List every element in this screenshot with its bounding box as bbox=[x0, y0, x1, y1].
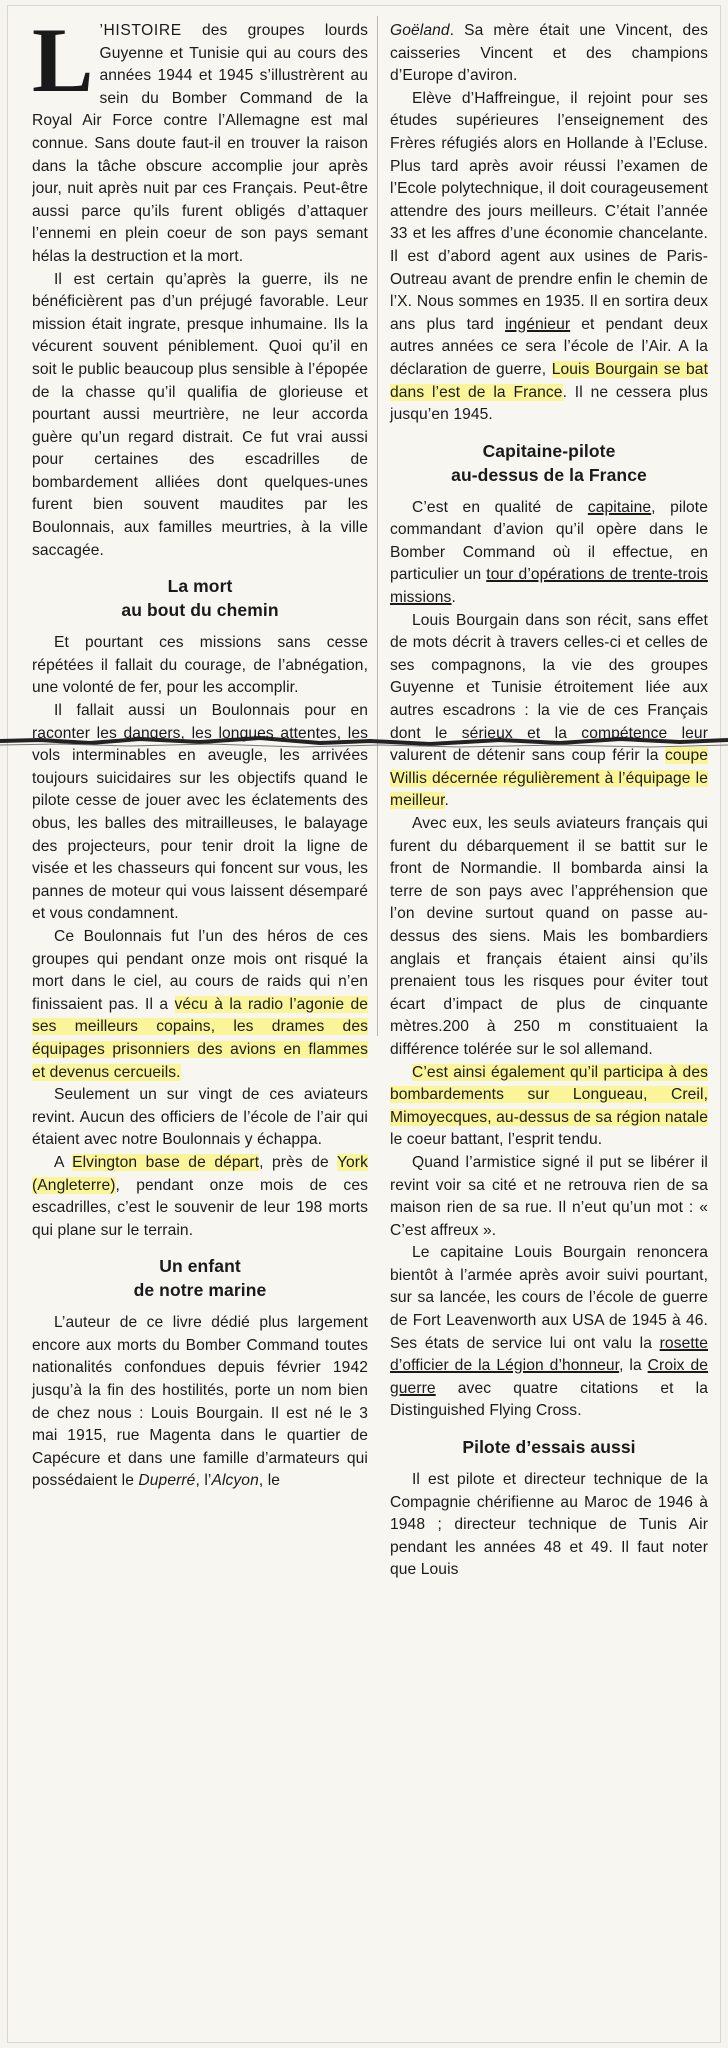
text-run: . bbox=[444, 792, 449, 810]
heading-line: au bout du chemin bbox=[121, 600, 279, 621]
highlighted-text: C’est ainsi également qu’il participa à des bombardements sur Longueau, Creil, Mimoyecques, au-dessus de sa région natale bbox=[390, 1063, 708, 1126]
heading-line: Pilote d’essais aussi bbox=[462, 1437, 636, 1458]
highlighted-text: Elvington base de départ bbox=[72, 1153, 260, 1171]
text-run: , l’ bbox=[195, 1472, 212, 1490]
text-run: Le capitaine Louis Bourgain renoncera bientôt à l’armée après avoir suivi pourtant, sur sa lancée, les cours de l’école de guerre de Fort Leavenworth aux USA de 1945 à 46. Ses états de service lui ont valu la bbox=[390, 1244, 708, 1352]
highlighted-text: York (Angleterre) bbox=[32, 1153, 368, 1194]
paragraph: Et pourtant ces missions sans cesse répétées il fallait du courage, de l’abnégation, une volonté de fer, pour les accomplir. bbox=[32, 634, 368, 697]
highlighted-text: coupe Willis décernée régulièrement à l’équipage le meilleur bbox=[390, 747, 708, 810]
paragraph: Seulement un sur vingt de ces aviateurs revint. Aucun des officiers de l’école de l’air qui étaient avec notre Boulonnais y échappa. bbox=[32, 1086, 368, 1149]
highlighted-text: vécu à la radio l’agonie de ses meilleurs copains, les drames des équipages prisonniers des avions en flammes et devenus cercueils. bbox=[32, 995, 368, 1081]
paragraph bbox=[390, 88, 708, 427]
right-column bbox=[390, 20, 708, 1582]
section-heading bbox=[390, 439, 708, 487]
text-run: Louis Bourgain dans son récit, sans effet de mots décrit à travers celles-ci et celles de ses compagnons, la vie des groupes Guyenne et Tunisie étroitement liée aux autres escadrons : la vie de ces Français dont le sérieux et la compétence leur valurent de détenir sans coup férir la bbox=[390, 611, 708, 765]
drop-cap: L bbox=[32, 20, 94, 111]
intro-paragraph bbox=[32, 20, 368, 269]
section-heading bbox=[32, 574, 368, 622]
section-heading bbox=[390, 1435, 708, 1459]
paragraph bbox=[390, 497, 708, 610]
underlined-text: ingénieur bbox=[505, 315, 571, 333]
paragraph bbox=[390, 1062, 708, 1152]
paragraph bbox=[390, 20, 708, 88]
text-run: L’auteur de ce livre dédié plus largement encore aux morts du Bomber Command toutes nationalités confondues depuis février 1942 jusqu’à la fin des hostilités, porte un nom bien de chez nous : Louis Bourgain. Il est né le 3 mai 1915, rue Magenta dans le quartier de Capécure et dans une famille d’armateurs qui possédaient le bbox=[32, 1314, 368, 1490]
paragraph bbox=[32, 926, 368, 1084]
paragraph: Il est certain qu’après la guerre, ils ne bénéficièrent pas d’un préjugé favorable. Leur mission était ingrate, presque inhumaine. Ils la vécurent souvent péniblement. Quoi qu’il en soit le public beaucoup plus sensible à l’épopée de la chasse qu’il qualifia de glorieuse et pourtant aussi meurtrière, ne leur accorda guère qu’un regard distrait. Ce fut vrai aussi pour certaines des escadrilles de bombardement alliées dont quelques-unes furent bien souvent maudites par les Boulonnais, aux familles meurtries, à la ville saccagée. bbox=[32, 270, 368, 559]
text-run: . Il ne cessera plus jusqu’en 1945. bbox=[390, 383, 708, 424]
heading-line: de notre marine bbox=[133, 1280, 267, 1301]
text-run: . bbox=[451, 589, 456, 607]
text-run: , le bbox=[258, 1472, 281, 1490]
text-run: Ce Boulonnais fut l’un des héros de ces groupes qui pendant onze mois ont risqué la mort dans le ciel, au cours de raids qui n’en finissaient pas. Il a bbox=[32, 927, 368, 1013]
text-run: A bbox=[54, 1153, 73, 1171]
text-run: Elève d’Haffreingue, il rejoint pour ses études supérieures l’enseignement des Frères réfugiés alors en Hollande à l’Ecluse. Plus tard après avoir réussi l’examen de l’Ecole polytechnique, il doit courageusement attendre des jours meilleurs. C’était l’année 33 et les affres d’une économie chancelante. Il est d’abord agent aux usines de Paris-Outreau avant de prendre enfin le chemin de l’X. Nous sommes en 1935. Il en sortira deux ans plus tard bbox=[390, 89, 708, 333]
column-divider bbox=[377, 16, 378, 1036]
underlined-text: tour d’opérations de trente-trois missions bbox=[390, 566, 708, 607]
paragraph: Quand l’armistice signé il put se libérer il revint voir sa cité et ne retrouva rien de sa maison rien de sa rue. Il n’eut qu’un mot : « C’est affreux ». bbox=[390, 1153, 708, 1239]
heading-line: La mort bbox=[167, 576, 233, 597]
paper-tear-line bbox=[0, 732, 728, 752]
paragraph bbox=[32, 1152, 368, 1242]
text-run: , pendant onze mois de ces escadrilles, c’est le souvenir de leur 198 morts qui plane sur le terrain. bbox=[32, 1176, 368, 1239]
paragraph: Il fallait aussi un Boulonnais pour en raconter les dangers, les longues attentes, les vols interminables en aveugle, les arrivées toujours suicidaires sur les objectifs quand le pilote cesse de jouer avec les éclatements des obus, les balles des mitrailleuses, le balayage des projecteurs, pour tenir droit la ligne de visée et les chasseurs qui foncent sur vous, les pannes de moteur qui vous laissent désemparé et vous condamnent. bbox=[32, 702, 368, 923]
text-run: , près de bbox=[259, 1153, 337, 1171]
underlined-text: rosette d’officier de la Légion d’honneur bbox=[390, 1334, 708, 1375]
ship-name: Alcyon bbox=[211, 1472, 259, 1490]
text-run: C’est en qualité de bbox=[412, 498, 588, 516]
ship-name: Goëland bbox=[390, 22, 450, 39]
heading-line: Un enfant bbox=[159, 1256, 241, 1277]
underlined-text: capitaine bbox=[587, 498, 652, 516]
paragraph: Il est pilote et directeur technique de la Compagnie chérifienne au Maroc de 1946 à 1948 ; directeur technique de Tunis Air pendant les années 48 et 49. Il faut noter que Louis bbox=[390, 1471, 708, 1579]
text-run: et pendant deux autres années ce sera l’école de l’Air. A la déclaration de guerre, bbox=[390, 315, 708, 378]
intro-word: ’HISTOIRE bbox=[99, 22, 182, 39]
text-run: , pilote commandant d’avion qu’il opère dans le Bomber Command où il effectue, en particulier un bbox=[390, 498, 708, 584]
text-run: , la bbox=[619, 1357, 648, 1375]
heading-line: au-dessus de la France bbox=[451, 464, 647, 485]
highlighted-text: Louis Bourgain se bat dans l’est de la France bbox=[390, 360, 708, 401]
paragraph bbox=[390, 1242, 708, 1423]
heading-line: Capitaine-pilote bbox=[482, 440, 616, 461]
left-column bbox=[32, 20, 368, 1493]
underlined-text: Croix de guerre bbox=[390, 1357, 709, 1397]
text-run: avec quatre citations et la Distinguished Flying Cross. bbox=[390, 1379, 708, 1420]
intro-text: des groupes lourds Guyenne et Tunisie qui au cours des années 1944 et 1945 s’illustrèrent au sein du Bomber Command de la Royal Air Force contre l’Allemagne est mal connue. Sans doute faut-il en trouver la raison dans la tâche obscure accomplie jour après jour, nuit après nuit par ces Français. Peut-être aussi parce qu’ils furent obligés d’attaquer l’ennemi en plein coeur de son pays semant hélas la destruction et la mort. bbox=[32, 22, 368, 265]
text-run: . Sa mère était une Vincent, des caisseries Vincent et des champions d’Europe d’aviron. bbox=[390, 22, 708, 85]
section-heading bbox=[32, 1254, 368, 1302]
paragraph: Avec eux, les seuls aviateurs français qui furent du débarquement il se battit sur le front de Normandie. Il bombarda ainsi la terre de son pays avec l’appréhension que l’on devine surtout quand on passe au-dessus des siens. Mais les bombardiers anglais et français étaient ainsi qu’ils prenaient tous les risques pour éviter tout écart d’impact de plus de cinquante mètres.200 à 250 m constituaient la différence tolérée sur le sol allemand. bbox=[390, 815, 708, 1058]
newspaper-clipping bbox=[8, 6, 720, 2042]
paragraph bbox=[390, 610, 708, 813]
text-run: le coeur battant, l’esprit tendu. bbox=[390, 1131, 603, 1149]
paragraph bbox=[32, 1312, 368, 1493]
ship-name: Duperré bbox=[138, 1472, 196, 1490]
